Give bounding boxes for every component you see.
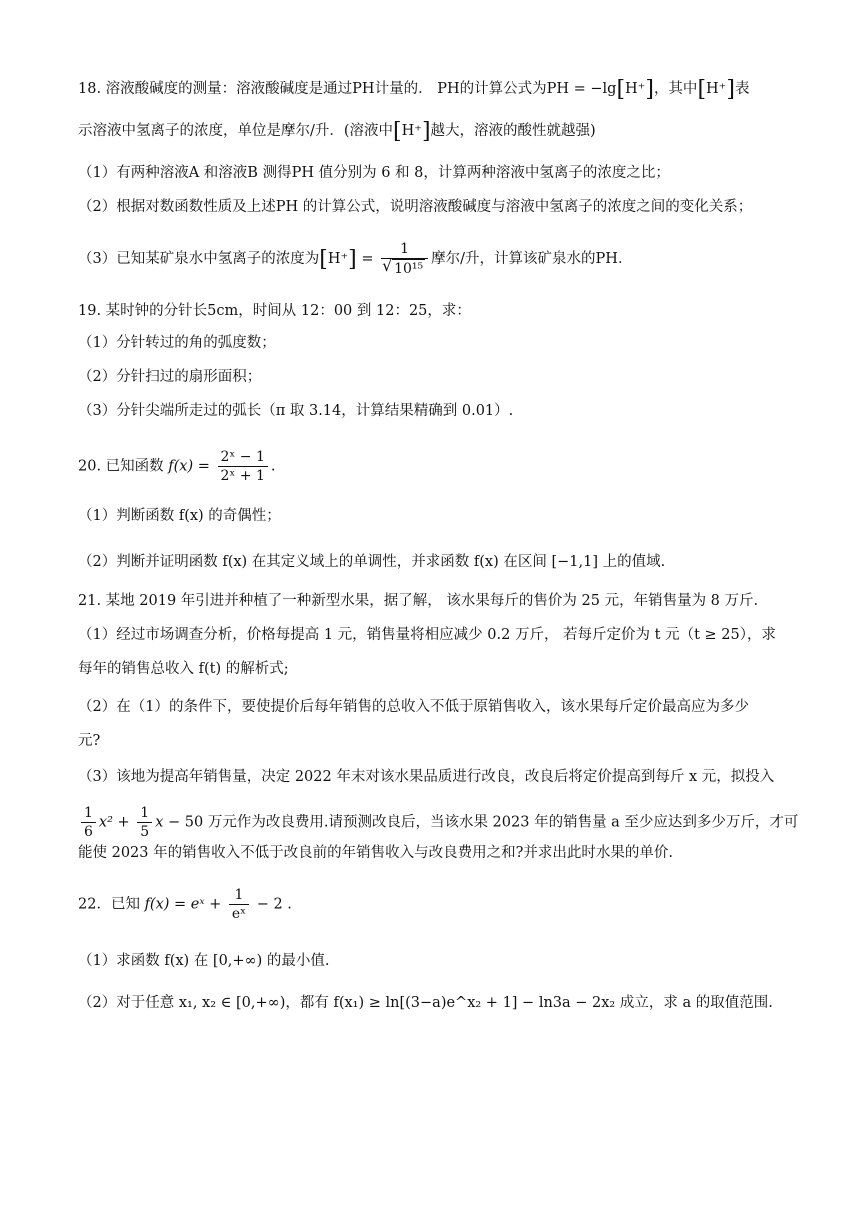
- frac-one-fifth: $\frac{1}{5}$: [137, 804, 152, 841]
- q22-fraction: [229, 886, 249, 923]
- q19-part2: （2）分针扫过的扇形面积；: [78, 369, 262, 385]
- q18-p3-a: （3）已知某矿泉水中氢离子的浓度为: [78, 251, 320, 267]
- q19-part1: （1）分针转过的角的弧度数；: [78, 335, 276, 351]
- q18-part3: （3）已知某矿泉水中氢离子的浓度为[H⁺] = 1 √ 10¹⁵ 摩尔/升，计算该矿泉水的PH．: [78, 240, 790, 278]
- q18-intro-d: ，其中: [653, 81, 698, 97]
- ph-term: PH: [352, 81, 375, 97]
- q18-intro: 18. 溶液酸碱度的测量：溶液酸碱度是通过: [78, 81, 353, 97]
- q18-intro-e: 表: [734, 81, 750, 97]
- h-ion: H⁺: [706, 81, 727, 97]
- frac-den: eˣ: [231, 906, 247, 922]
- q22-title-c: − 2 .: [256, 896, 292, 913]
- q20-title-a: 20. 已知函数: [78, 458, 164, 475]
- fraction-1-over-sqrt: [381, 240, 428, 278]
- q18-line2: 示溶液中氢离子的浓度，单位是摩尔/升．(溶液中[H⁺]越大，溶液的酸性就越强): [78, 119, 596, 144]
- q22-part1: （1）求函数 f(x) 在 [0,+∞) 的最小值.: [78, 953, 330, 969]
- frac-one-sixth: $\frac{1}{6}$: [81, 804, 96, 841]
- frac-den: 2ˣ + 1: [220, 468, 265, 484]
- frac-num: 1: [381, 240, 428, 259]
- q18-intro-b: 计量的．: [374, 81, 433, 97]
- q21-part2-a: （2）在（1）的条件下，要使提价后每年销售的总收入不低于原销售收入，该水果每斤定价最高应为多少: [78, 699, 749, 715]
- q19-title: 19. 某时钟的分针长5cm，时间从 12：00 到 12：25，求：: [78, 303, 471, 319]
- q22-title: [78, 886, 790, 923]
- q20-title: 20. 已知函数 f(x) = $\frac{\text{2ˣ − 1}}{\text{2ˣ + 1}}$ .: [78, 449, 276, 484]
- q21-part3-a: （3）该地为提高年销售量，决定 2022 年末对该水果品质进行改良，改良后将定价提高到每斤 x 元，拟投入: [78, 769, 775, 785]
- q18-line2-a: 示溶液中氢离子的浓度，单位是摩尔/升．(溶液中: [78, 123, 394, 139]
- q21-part3-c: 能使 2023 年的销售收入不低于改良前的年销售收入与改良费用之和?并求出此时水果的单价.: [78, 845, 673, 861]
- frac-num: 2ˣ − 1: [218, 448, 268, 467]
- q20-fx: f(x) =: [168, 458, 210, 475]
- h-ion: H⁺: [625, 81, 646, 97]
- sqrt-den: √ 10¹⁵: [392, 259, 425, 278]
- q20-fraction: [218, 448, 268, 485]
- q18-line2-b: 越大，溶液的酸性就越强): [430, 123, 596, 139]
- q18-part1: （1）有两种溶液A 和溶液B 测得PH 值分别为 6 和 8，计算两种溶液中氢离子的浓度之比；: [78, 165, 670, 181]
- q22-part2: （2）对于任意 x₁, x₂ ∈ [0,+∞)，都有 f(x₁) ≥ ln[(3−a)e^x₂ + 1] − ln3a − 2x₂ 成立，求 a 的取值范围.: [78, 995, 773, 1011]
- q21-title: 21. 某地 2019 年引进并种植了一种新型水果，据了解， 该水果每斤的售价为 25 元，年销售量为 8 万斤.: [78, 593, 759, 609]
- h-ion: H⁺: [401, 123, 422, 139]
- q22-title-a: 22．已知: [78, 896, 140, 913]
- q19-part3: （3）分针尖端所走过的弧长（π 取 3.14，计算结果精确到 0.01）.: [78, 403, 514, 419]
- q18-line1: 18. 溶液酸碱度的测量：溶液酸碱度是通过PH计量的． PH的计算公式为PH = −lg[H⁺]，其中[H⁺]表: [78, 77, 750, 102]
- ph-term: PH: [437, 81, 460, 97]
- frac-num: 1: [229, 886, 249, 905]
- q20-part1: （1）判断函数 f(x) 的奇偶性；: [78, 508, 281, 524]
- q21-part1-b: 每年的销售总收入 f(t) 的解析式;: [78, 661, 289, 677]
- q21-part1-a: （1）经过市场调查分析，价格每提高 1 元，销售量将相应减少 0.2 万斤， 若每斤定价为 t 元（t ≥ 25），求: [78, 627, 776, 643]
- h-ion: H⁺: [327, 251, 349, 267]
- q21-p3-b: 万元作为改良费用.请预测改良后，当该水果 2023 年的销售量 a 至少应达到多少万斤，才可: [207, 814, 799, 831]
- q18-part2: （2）根据对数函数性质及上述PH 的计算公式，说明溶液酸碱度与溶液中氢离子的浓度之间的变化关系；: [78, 199, 753, 215]
- q21-part2-b: 元?: [78, 733, 101, 749]
- q21-part3-b: $\frac{1}{6}$ x² + $\frac{1}{5}$ x − 50 万元作为改良费用.请预测改良后，当该水果 2023 年的销售量 a 至少应达到多少万斤，才可: [78, 804, 790, 841]
- q22-title-b: f(x) = eˣ +: [144, 896, 222, 913]
- q18-intro-c: 的计算公式为: [459, 81, 547, 97]
- ph-formula: PH = −lg: [546, 81, 617, 97]
- q20-part2: （2）判断并证明函数 f(x) 在其定义域上的单调性，并求函数 f(x) 在区间 [−1,1] 上的值域.: [78, 554, 666, 570]
- q18-p3-b: 摩尔/升，计算该矿泉水的PH．: [431, 251, 633, 267]
